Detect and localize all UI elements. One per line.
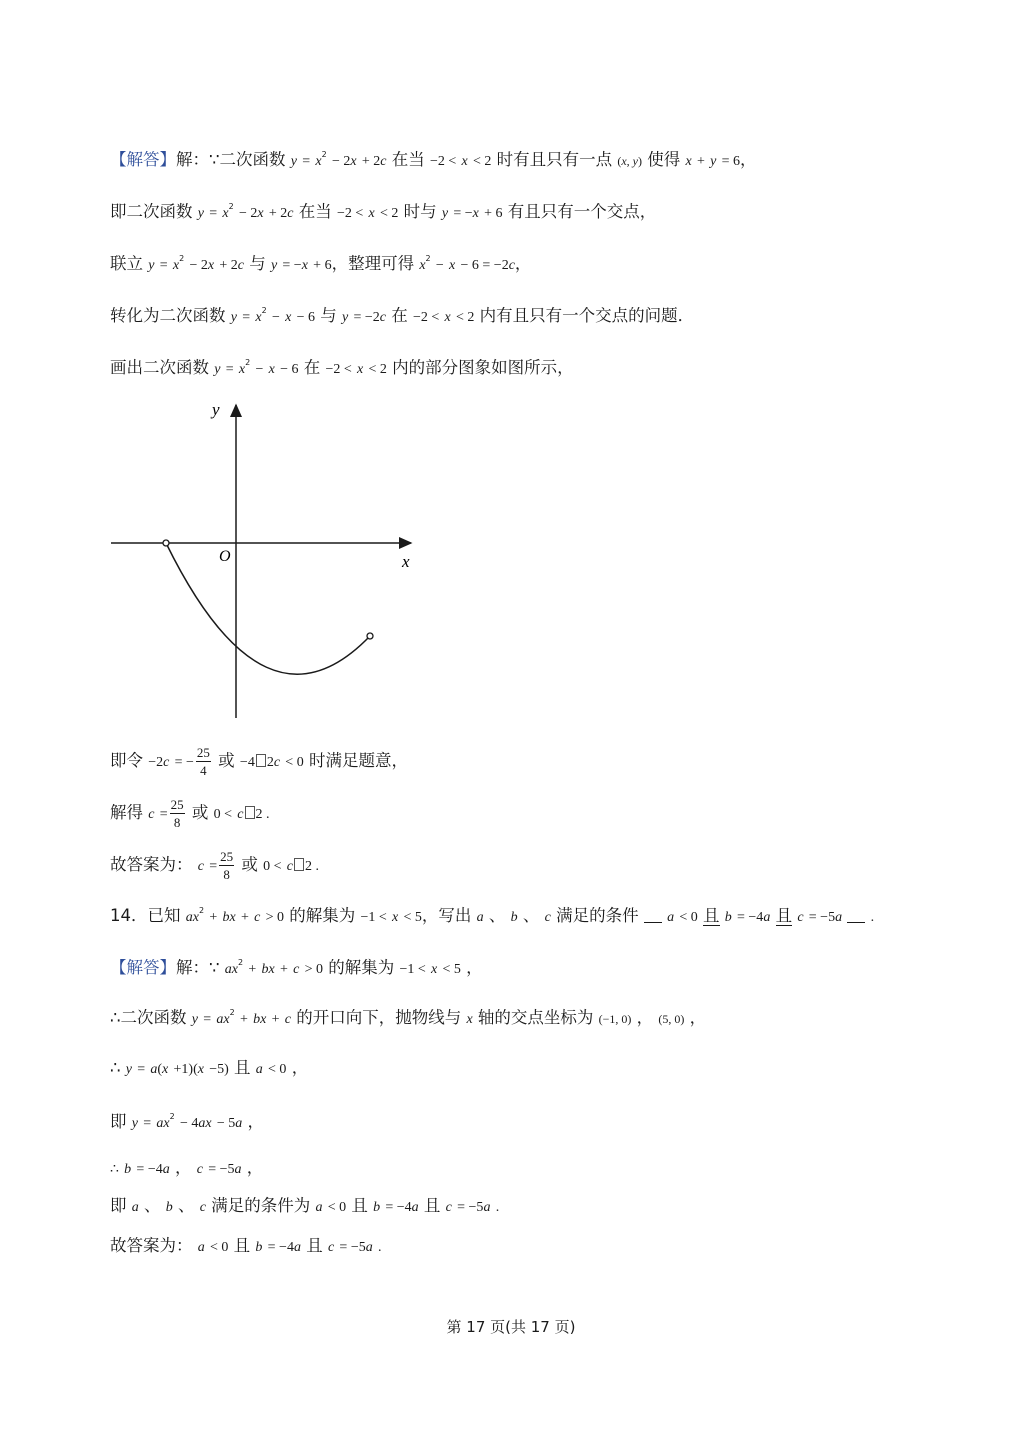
sol13-line2: 即二次函数 $y = x^2 - 2x + 2c$ 在当 −2 < x < 2 时与 y = −x + 6 有且只有一个交点， (110, 202, 657, 221)
y-axis-label: y (212, 400, 220, 419)
sol13-line3: 联立 $y = x^2 - 2x + 2c$ 与 y = −x + 6，整理可得 $x^2 - x - 6 = -2c$， (110, 254, 532, 273)
q14-line5: 即 $y = ax^2 - 4ax - 5a$ ， (110, 1112, 264, 1131)
open-endpoint-right (367, 633, 373, 639)
sol13-line4: 转化为二次函数 $y = x^2 - x - 6$ 与 y = −2c 在 −2 < x < 2 内有且只有一个交点的问题． (110, 306, 695, 325)
page-footer: 第 17 页(共 17 页) (446, 1318, 576, 1336)
answer-tag: 【解答】 (110, 150, 176, 169)
q14-line7: 即 a 、 b 、 c 满足的条件为 a < 0 且 b = −4a 且 c = −5a . (110, 1196, 500, 1215)
origin-label: O (219, 548, 231, 565)
parabola-graph (100, 395, 430, 725)
sol13-line1: 【解答】解：∵二次函数 $y = x^2 - 2x + 2c$ 在当 −2 < x < 2 时有且只有一点 (x, y) 使得 x + y = 6， (110, 150, 757, 169)
sol13-line8: 故答案为： c = $\frac{25}{8}$ 或 0 < c 2 . (110, 849, 319, 882)
sol13-line6: 即令 −2c = − $\frac{25}{4}$ 或 −4 2c < 0 时满足题意， (110, 745, 408, 778)
sol13-line7: 解得 c = $\frac{25}{8}$ 或 0 < c 2 . (110, 797, 270, 830)
open-endpoint-left (163, 540, 169, 546)
q14-line4: ∴ y = a(x +1)(x −5) 且 a < 0 ， (110, 1058, 309, 1077)
q14-line3: ∴二次函数 $y = ax^2$ + bx + c 的开口向下，抛物线与 x 轴的交点坐标为 (−1, 0) ， (5, 0) ， (110, 1008, 707, 1027)
x-axis-label: x (402, 552, 410, 571)
parabola-curve (166, 543, 370, 674)
q14-line6: ∴ b = −4a ， c = −5a ， (110, 1158, 264, 1177)
q14-line2: 【解答】解：∵ $ax^2$ + bx + c > 0 的解集为 −1 < x < 5 ， (110, 958, 483, 977)
q14-stem: 14．已知 $ax^2$ + bx + c > 0 的解集为 −1 < x < 5，写出 a 、 b 、 c 满足的条件 a < 0 且 b = −4a 且 c = −5a . (110, 906, 875, 925)
q14-line8: 故答案为： a < 0 且 b = −4a 且 c = −5a . (110, 1236, 382, 1255)
sol13-line5: 画出二次函数 $y = x^2 - x - 6$ 在 −2 < x < 2 内的部分图象如图所示， (110, 358, 574, 377)
